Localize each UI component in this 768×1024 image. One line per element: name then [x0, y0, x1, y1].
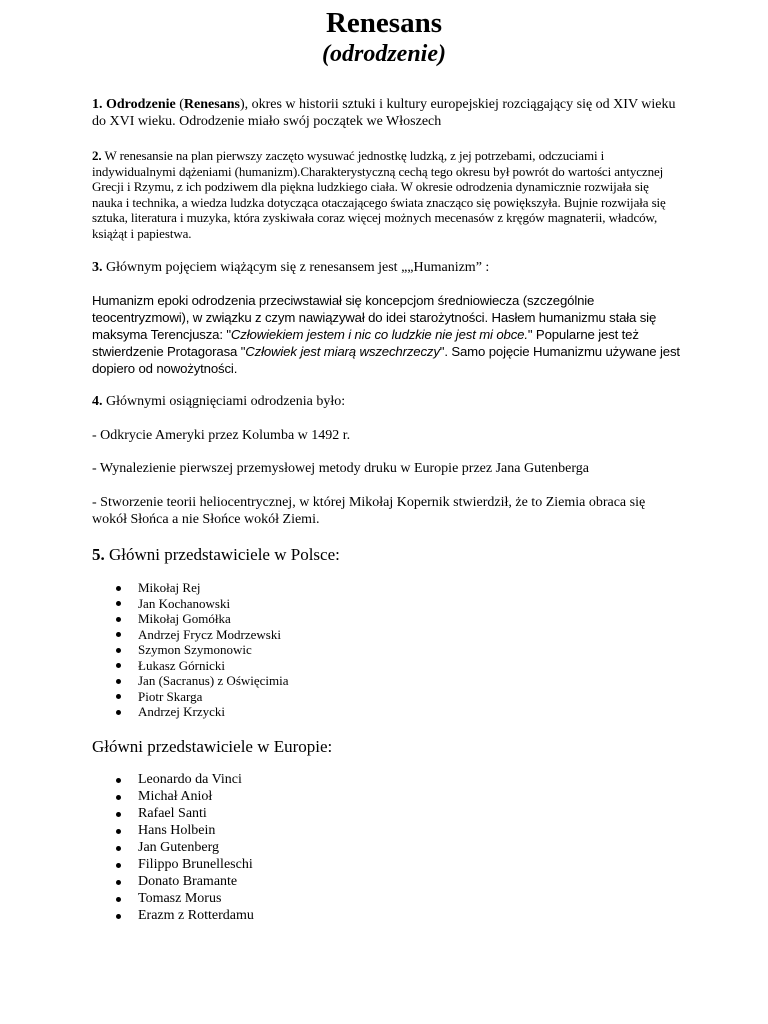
bullet-icon: [116, 897, 121, 902]
section-5-number: 5.: [92, 545, 105, 564]
list-item-text: Donato Bramante: [138, 874, 238, 889]
list-item: [112, 771, 254, 788]
list-item: [112, 839, 254, 856]
bullet-icon: [116, 632, 121, 637]
list-item: [112, 689, 289, 705]
list-item: [112, 611, 289, 627]
list-item: [112, 704, 289, 720]
section-4-number: 4.: [92, 394, 103, 409]
list-item: [112, 642, 289, 658]
list-item: [112, 627, 289, 643]
bullet-icon: [116, 679, 121, 684]
section-3-paragraph: [92, 259, 682, 276]
bullet-icon: [116, 846, 121, 851]
list-item-text: Leonardo da Vinci: [138, 772, 242, 787]
list-item-text: Tomasz Morus: [138, 891, 222, 906]
section-2-text: W renesansie na plan pierwszy zaczęto wysuwać jednostkę ludzką, z jej potrzebami, odczuciami i indywidualnymi dążeniami (humanizm).Charakterystyczną cechą tego okresu był powrót do wartości antycznej Grecji i Rzymu, z ich podziwem dla piękna ludzkiego ciała. W okresie odrodzenia dynamicznie rozwijała się nauka i technika, a wiedza ludzka dotycząca otaczającego świata znacząco się powiększyła. Bujnie rozwijała się sztuka, literatura i muzyka, która zyskiwała coraz więcej możnych mecenasów z kręgów magnaterii, władców, książąt i papiestwa.: [92, 148, 666, 241]
section-1-text-b: ), okres w historii sztuki i kultury europejskiej rozciągający się od XIV wieku do XVI wieku. Odrodzenie miało swój początek we Włoszech: [92, 97, 676, 129]
bullet-icon: [116, 601, 121, 606]
section-4-text: Głównymi osiągnięciami odrodzenia było:: [102, 394, 346, 409]
humanism-text-3: ". Samo pojęcie Humanizmu używane jest dopiero od nowożytności.: [92, 344, 680, 376]
list-item-text: Jan Kochanowski: [138, 595, 231, 611]
list-item-text: Andrzej Frycz Modrzewski: [138, 626, 281, 642]
section-1-term-alt: Renesans: [183, 97, 240, 112]
list-item: [112, 822, 254, 839]
list-item-text: Rafael Santi: [138, 806, 207, 821]
list-item: [112, 788, 254, 805]
list-item: [112, 580, 289, 596]
bullet-icon: [116, 710, 121, 715]
section-4-paragraph: [92, 393, 682, 410]
list-item: [112, 856, 254, 873]
bullet-icon: [116, 586, 121, 591]
list-item: [112, 596, 289, 612]
bullet-icon: [116, 663, 121, 668]
terence-quote: Człowiekiem jestem i nic co ludzkie nie jest mi obce.: [230, 327, 528, 342]
bullet-icon: [116, 880, 121, 885]
list-item: [112, 873, 254, 890]
list-item-text: Mikołaj Rej: [138, 580, 201, 595]
humanism-text-1: Humanizm epoki odrodzenia przeciwstawiał się koncepcjom średniowiecza (szczególnie teocentryzmowi), w związku z czym nawiązywał do idei starożytności. Hasłem humanizmu stała się maksyma Terencjusza: ": [92, 293, 657, 342]
achievement-item: - Odkrycie Ameryki przez Kolumba w 1492 r.: [92, 428, 351, 443]
list-item: [112, 805, 254, 822]
list-item-text: Hans Holbein: [138, 823, 216, 838]
list-item-text: Jan (Sacranus) z Oświęcimia: [138, 673, 289, 688]
bullet-icon: [116, 863, 121, 868]
section-3-text: Głównym pojęciem wiążącym się z renesansem jest „„Humanizm” :: [102, 260, 490, 275]
section-5-text: Główni przedstawiciele w Polsce:: [104, 545, 340, 564]
section-1-term: Odrodzenie: [106, 97, 176, 112]
list-item: [112, 907, 254, 924]
bullet-icon: [116, 778, 121, 783]
list-item-text: Andrzej Krzycki: [138, 704, 225, 719]
humanism-text-2: " Popularne jest też stwierdzenie Protagorasa ": [92, 327, 639, 359]
section-3-number: 3.: [92, 260, 103, 275]
section-2-paragraph: [92, 148, 682, 241]
bullet-icon: [116, 648, 121, 653]
bullet-icon: [116, 812, 121, 817]
section-1-paragraph: [92, 96, 682, 130]
list-item-text: Piotr Skarga: [138, 688, 203, 704]
bullet-icon: [116, 829, 121, 834]
list-item-text: Szymon Szymonowic: [138, 642, 252, 657]
europe-representatives-list: [112, 771, 254, 924]
bullet-icon: [116, 795, 121, 800]
section-1-text-a: (: [175, 97, 184, 112]
section-1-number: 1.: [92, 97, 103, 112]
europe-heading: Główni przedstawiciele w Europie:: [92, 737, 333, 756]
list-item-text: Filippo Brunelleschi: [138, 857, 253, 872]
page-title: Renesans: [325, 7, 442, 39]
protagoras-quote: Człowiek jest miarą wszechrzeczy: [245, 344, 440, 359]
list-item-text: Mikołaj Gomółka: [138, 611, 231, 626]
achievement-item: - Wynalezienie pierwszej przemysłowej metody druku w Europie przez Jana Gutenberga: [92, 461, 590, 476]
poland-representatives-list: [112, 580, 289, 720]
list-item-text: Erazm z Rotterdamu: [138, 908, 254, 923]
list-item: [112, 890, 254, 907]
page-subtitle: (odrodzenie): [322, 41, 446, 67]
humanism-paragraph: [92, 292, 682, 377]
list-item-text: Łukasz Górnicki: [138, 657, 226, 673]
achievement-item: - Stworzenie teorii heliocentrycznej, w której Mikołaj Kopernik stwierdził, że to Ziemia obraca się wokół Słońca a nie Słońce wokół Ziemi.: [92, 495, 646, 527]
bullet-icon: [116, 914, 121, 919]
bullet-icon: [116, 694, 121, 699]
section-5-heading: [92, 545, 682, 565]
list-item: [112, 673, 289, 689]
list-item: [112, 658, 289, 674]
list-item-text: Jan Gutenberg: [138, 840, 219, 855]
section-2-number: 2.: [92, 148, 102, 163]
bullet-icon: [116, 617, 121, 622]
list-item-text: Michał Anioł: [138, 789, 213, 804]
